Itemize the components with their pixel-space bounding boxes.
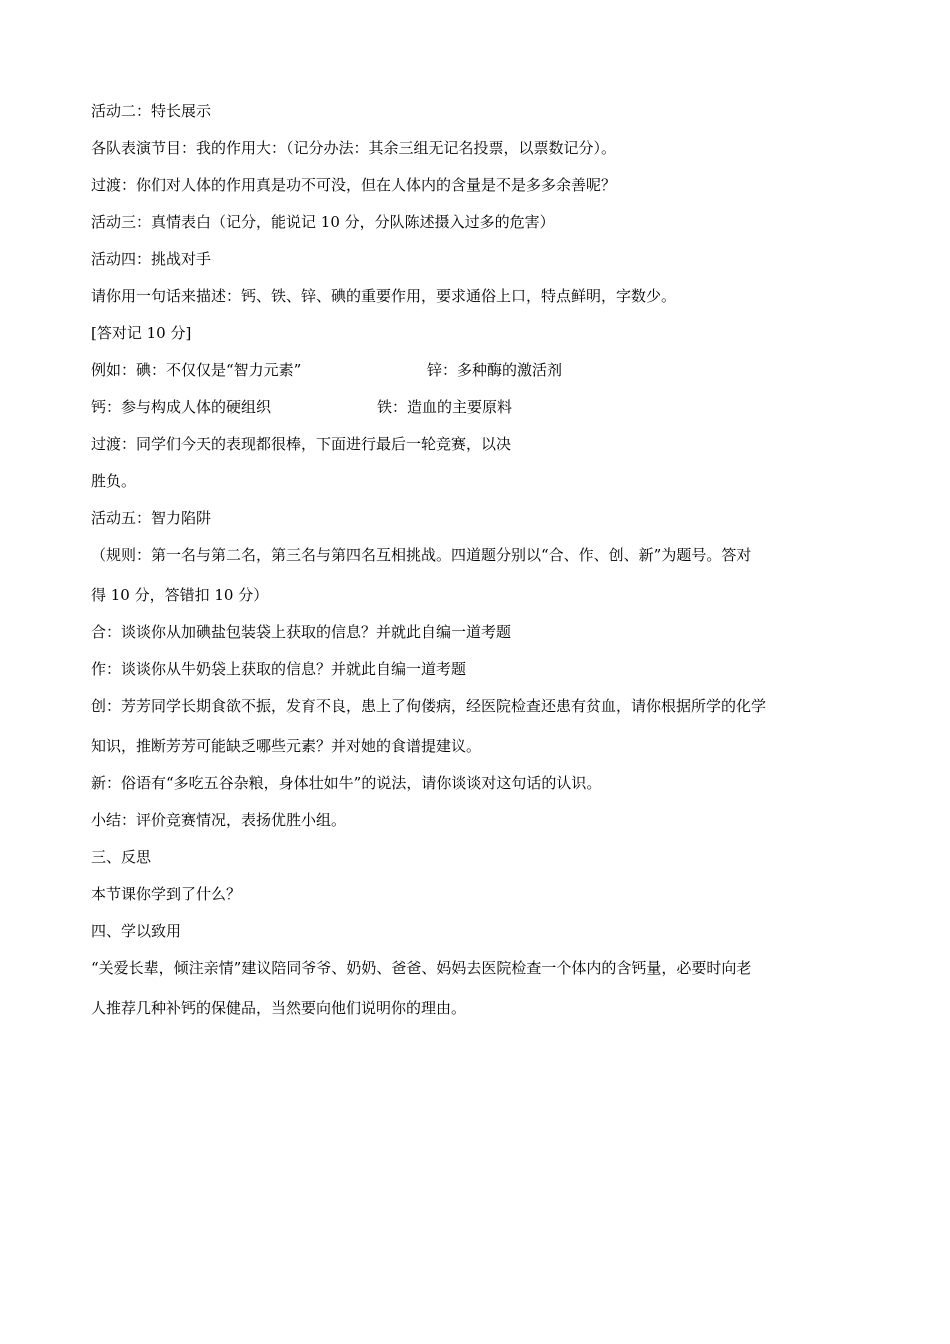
example-row-2 [91,395,863,419]
transition-text-2: 过渡：同学们今天的表现都很棒，下面进行最后一轮竞赛，以决 [91,435,512,453]
example-row-1 [91,358,863,382]
reflection-question: 本节课你学到了什么？ [91,885,242,903]
transition-text-1: 过渡：你们对人体的作用真是功不可没，但在人体内的含量是不是多多余善呢？ [91,176,617,194]
question-xin: 新：俗语有“多吃五谷杂粮，身体壮如牛”的说法，请你谈谈对这句话的认识。 [91,774,602,792]
example-iron: 铁：造血的主要原料 [377,398,513,416]
question-he: 合：谈谈你从加碘盐包装袋上获取的信息？并就此自编一道考题 [91,623,512,641]
activity-four-heading: 活动四：挑战对手 [91,250,212,268]
rules-line-2: 得 10 分，答错扣 10 分） [91,586,269,604]
application-paragraph [91,956,863,1020]
activity-two-heading: 活动二：特长展示 [91,102,212,120]
document-body [91,99,863,1033]
rules-paragraph [91,543,863,607]
section-three-heading: 三、反思 [91,848,152,866]
activity-three-heading: 活动三：真情表白（记分，能说记 10 分，分队陈述摄入过多的危害） [91,213,555,231]
activity-four-instruction: 请你用一句话来描述：钙、铁、锌、碘的重要作用，要求通俗上口，特点鲜明，字数少。 [91,287,677,305]
team-performance-text: 各队表演节目：我的作用大：（记分办法：其余三组无记名投票，以票数记分）。 [91,139,617,157]
question-chuang-line-2: 知识，推断芳芳可能缺乏哪些元素？并对她的食谱提建议。 [91,737,482,755]
transition-text-2-cont: 胜负。 [91,472,137,490]
rules-line-1: （规则：第一名与第二名，第三名与第四名互相挑战。四道题分别以“合、作、创、新”为题号。答对 [91,546,752,564]
example-zinc: 锌：多种酶的激活剂 [427,361,563,379]
activity-five-heading: 活动五：智力陷阱 [91,509,212,527]
application-line-2: 人推荐几种补钙的保健品，当然要向他们说明你的理由。 [91,999,467,1017]
question-zuo: 作：谈谈你从牛奶袋上获取的信息？并就此自编一道考题 [91,660,467,678]
summary-text: 小结：评价竞赛情况，表扬优胜小组。 [91,811,347,829]
question-chuang [91,694,863,758]
example-iodine: 例如：碘：不仅仅是“智力元素” [91,361,302,379]
section-four-heading: 四、学以致用 [91,922,182,940]
application-line-1: “关爱长辈，倾注亲情”建议陪同爷爷、奶奶、爸爸、妈妈去医院检查一个体内的含钙量，必要时向老 [91,959,752,977]
scoring-note: [答对记 10 分] [91,324,192,342]
question-chuang-line-1: 创：芳芳同学长期食欲不振，发育不良，患上了佝偻病，经医院检查还患有贫血，请你根据所学的化学 [91,697,767,715]
example-calcium: 钙：参与构成人体的硬组织 [91,398,272,416]
